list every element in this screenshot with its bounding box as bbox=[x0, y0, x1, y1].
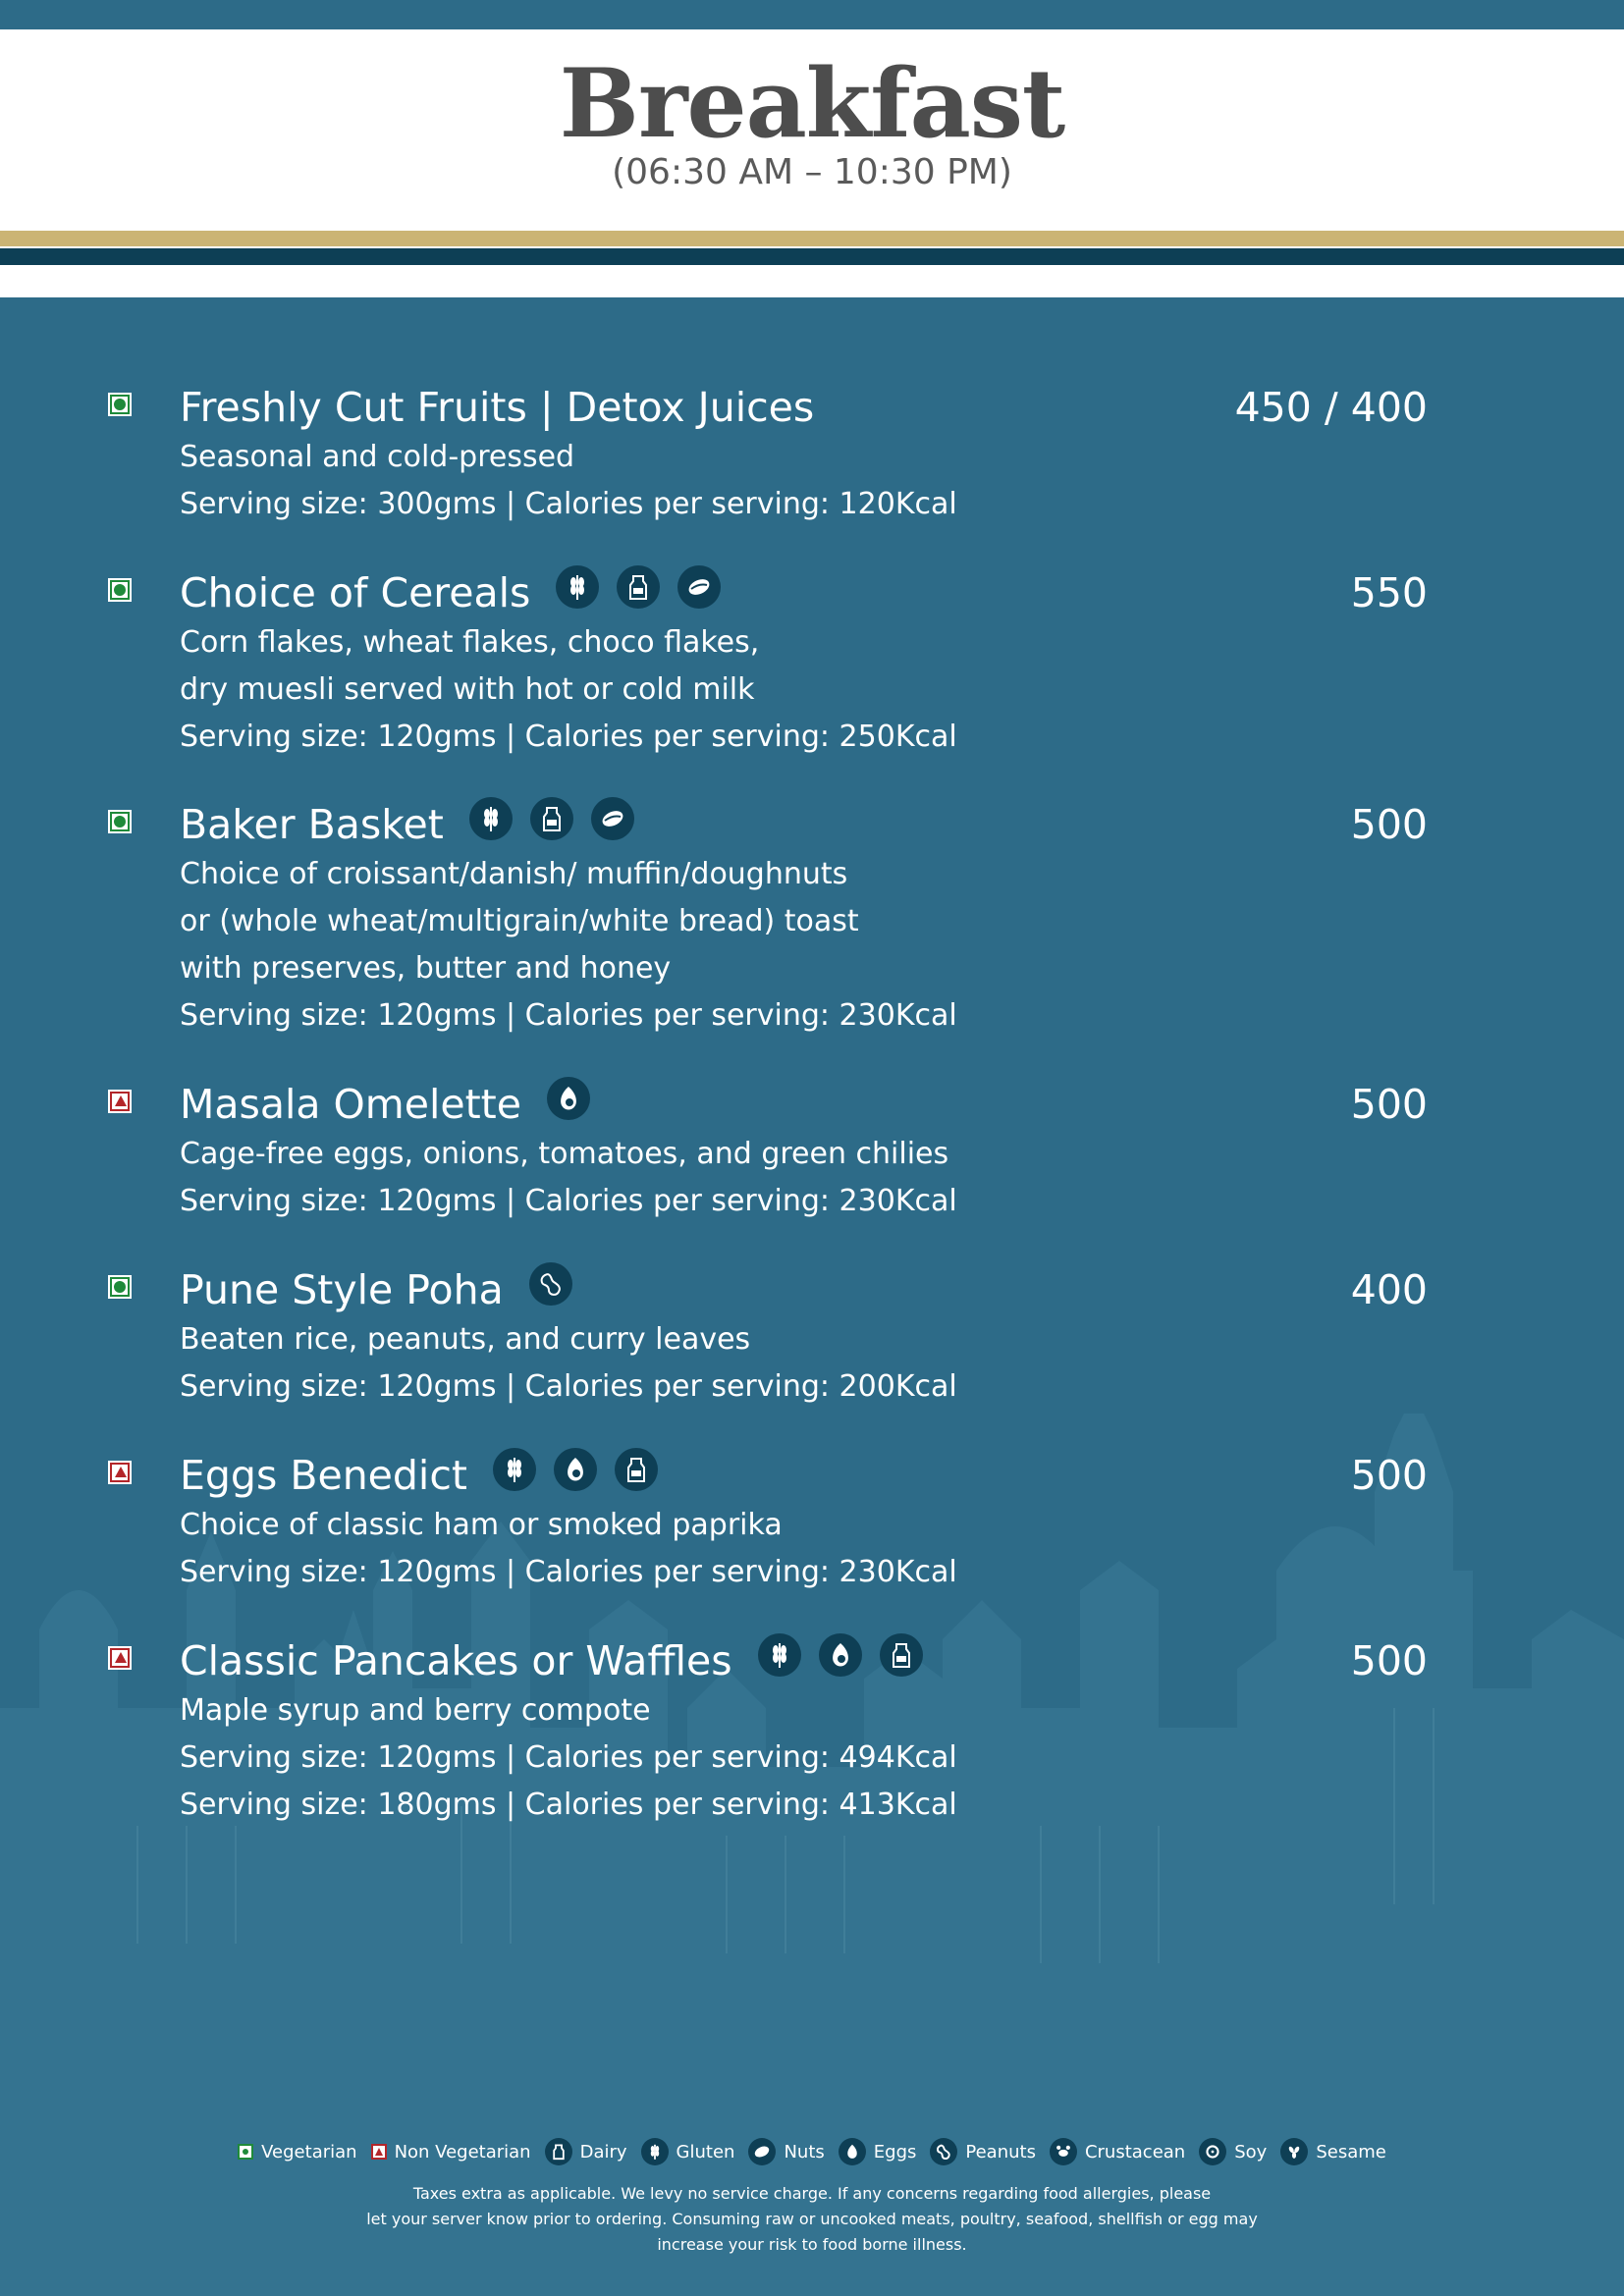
legend-label: Nuts bbox=[784, 2141, 825, 2163]
page-title: Breakfast bbox=[559, 48, 1065, 159]
legend-sesame bbox=[1280, 2138, 1386, 2165]
dairy-icon bbox=[615, 1448, 658, 1491]
item-price: 400 bbox=[1350, 1266, 1428, 1313]
top-strip bbox=[0, 0, 1624, 29]
band-gap bbox=[0, 265, 1624, 297]
allergen-legend bbox=[0, 2138, 1624, 2165]
dairy-icon bbox=[617, 565, 660, 609]
item-price: 500 bbox=[1350, 1081, 1428, 1128]
nuts-icon bbox=[591, 797, 634, 840]
item-description: dry muesli served with hot or cold milk bbox=[180, 672, 755, 707]
dairy-icon bbox=[530, 797, 573, 840]
legend-eggs bbox=[839, 2138, 917, 2165]
legend-gluten bbox=[641, 2138, 735, 2165]
legend-crustacean bbox=[1050, 2138, 1185, 2165]
legend-label: Sesame bbox=[1316, 2141, 1386, 2163]
peanuts-icon bbox=[529, 1262, 572, 1306]
non-vegetarian-marker-icon bbox=[110, 1463, 130, 1482]
item-description: Corn flakes, wheat flakes, choco flakes, bbox=[180, 625, 760, 660]
non-vegetarian-marker-icon bbox=[110, 1092, 130, 1111]
header-panel bbox=[0, 29, 1624, 231]
item-name: Classic Pancakes or Waffles bbox=[180, 1636, 732, 1684]
item-price: 450 / 400 bbox=[1234, 384, 1428, 431]
item-name: Masala Omelette bbox=[180, 1080, 521, 1128]
item-description: Seasonal and cold-pressed bbox=[180, 440, 575, 474]
gluten-icon bbox=[493, 1448, 536, 1491]
dairy-icon bbox=[880, 1633, 923, 1677]
item-description: or (whole wheat/multigrain/white bread) toast bbox=[180, 904, 859, 938]
gluten-icon bbox=[641, 2138, 669, 2165]
item-serving-info: Serving size: 180gms | Calories per serving: 413Kcal bbox=[180, 1788, 957, 1822]
legend-vegetarian bbox=[238, 2142, 356, 2163]
vegetarian-marker-icon bbox=[110, 580, 130, 600]
peanuts-icon bbox=[930, 2138, 957, 2165]
eggs-icon bbox=[819, 1633, 862, 1677]
item-serving-info: Serving size: 120gms | Calories per serving: 230Kcal bbox=[180, 1555, 957, 1589]
nuts-icon bbox=[677, 565, 721, 609]
gluten-icon bbox=[556, 565, 599, 609]
disclaimer-line: let your server know prior to ordering. Consuming raw or uncooked meats, poultry, seafood, shellfish or egg may bbox=[366, 2210, 1258, 2228]
item-serving-info: Serving size: 120gms | Calories per serving: 230Kcal bbox=[180, 1184, 957, 1218]
item-price: 500 bbox=[1350, 1452, 1428, 1499]
legend-label: Crustacean bbox=[1084, 2141, 1186, 2163]
legend-label: Gluten bbox=[676, 2141, 735, 2163]
vegetarian-marker-icon bbox=[238, 2144, 253, 2160]
gold-band bbox=[0, 231, 1624, 246]
item-description: Beaten rice, peanuts, and curry leaves bbox=[180, 1322, 751, 1357]
legend-non-vegetarian bbox=[371, 2142, 531, 2163]
item-price: 500 bbox=[1350, 801, 1428, 848]
eggs-icon bbox=[839, 2138, 866, 2165]
item-description: with preserves, butter and honey bbox=[180, 951, 672, 986]
item-description: Cage-free eggs, onions, tomatoes, and green chilies bbox=[180, 1137, 949, 1171]
legend-label: Peanuts bbox=[965, 2141, 1036, 2163]
non-vegetarian-marker-icon bbox=[110, 1648, 130, 1668]
item-description: Choice of classic ham or smoked paprika bbox=[180, 1508, 783, 1542]
allergy-disclaimer bbox=[0, 2181, 1624, 2258]
item-serving-info: Serving size: 120gms | Calories per serving: 494Kcal bbox=[180, 1740, 957, 1775]
disclaimer-line: Taxes extra as applicable. We levy no service charge. If any concerns regarding food allergies, please bbox=[412, 2184, 1212, 2203]
soy-icon bbox=[1199, 2138, 1226, 2165]
item-name: Choice of Cereals bbox=[180, 568, 531, 616]
eggs-icon bbox=[554, 1448, 597, 1491]
item-serving-info: Serving size: 120gms | Calories per serving: 250Kcal bbox=[180, 720, 957, 754]
item-name: Pune Style Poha bbox=[180, 1265, 504, 1313]
crustacean-icon bbox=[1050, 2138, 1077, 2165]
vegetarian-marker-icon bbox=[110, 395, 130, 414]
vegetarian-marker-icon bbox=[110, 812, 130, 831]
dairy-icon bbox=[545, 2138, 572, 2165]
legend-label: Soy bbox=[1234, 2141, 1268, 2163]
item-price: 550 bbox=[1350, 569, 1428, 616]
legend-dairy bbox=[545, 2138, 627, 2165]
item-name: Eggs Benedict bbox=[180, 1451, 467, 1499]
gluten-icon bbox=[758, 1633, 801, 1677]
disclaimer-line: increase your risk to food borne illness. bbox=[657, 2235, 967, 2254]
non-vegetarian-marker-icon bbox=[371, 2144, 387, 2160]
legend-soy bbox=[1199, 2138, 1267, 2165]
eggs-icon bbox=[547, 1077, 590, 1120]
item-serving-info: Serving size: 120gms | Calories per serving: 230Kcal bbox=[180, 998, 957, 1033]
legend-nuts bbox=[748, 2138, 824, 2165]
item-price: 500 bbox=[1350, 1637, 1428, 1684]
legend-label: Dairy bbox=[579, 2141, 627, 2163]
legend-label: Vegetarian bbox=[261, 2141, 357, 2163]
vegetarian-marker-icon bbox=[110, 1277, 130, 1297]
item-description: Maple syrup and berry compote bbox=[180, 1693, 651, 1728]
legend-label: Non Vegetarian bbox=[394, 2141, 531, 2163]
item-description: Choice of croissant/danish/ muffin/doughnuts bbox=[180, 857, 848, 891]
gluten-icon bbox=[469, 797, 513, 840]
navy-band bbox=[0, 248, 1624, 265]
service-hours: (06:30 AM – 10:30 PM) bbox=[612, 152, 1012, 192]
item-serving-info: Serving size: 300gms | Calories per serving: 120Kcal bbox=[180, 487, 957, 521]
legend-peanuts bbox=[930, 2138, 1036, 2165]
sesame-icon bbox=[1280, 2138, 1308, 2165]
nuts-icon bbox=[748, 2138, 776, 2165]
legend-label: Eggs bbox=[873, 2141, 917, 2163]
item-name: Baker Basket bbox=[180, 800, 444, 848]
item-serving-info: Serving size: 120gms | Calories per serving: 200Kcal bbox=[180, 1369, 957, 1404]
item-name: Freshly Cut Fruits | Detox Juices bbox=[180, 383, 815, 431]
